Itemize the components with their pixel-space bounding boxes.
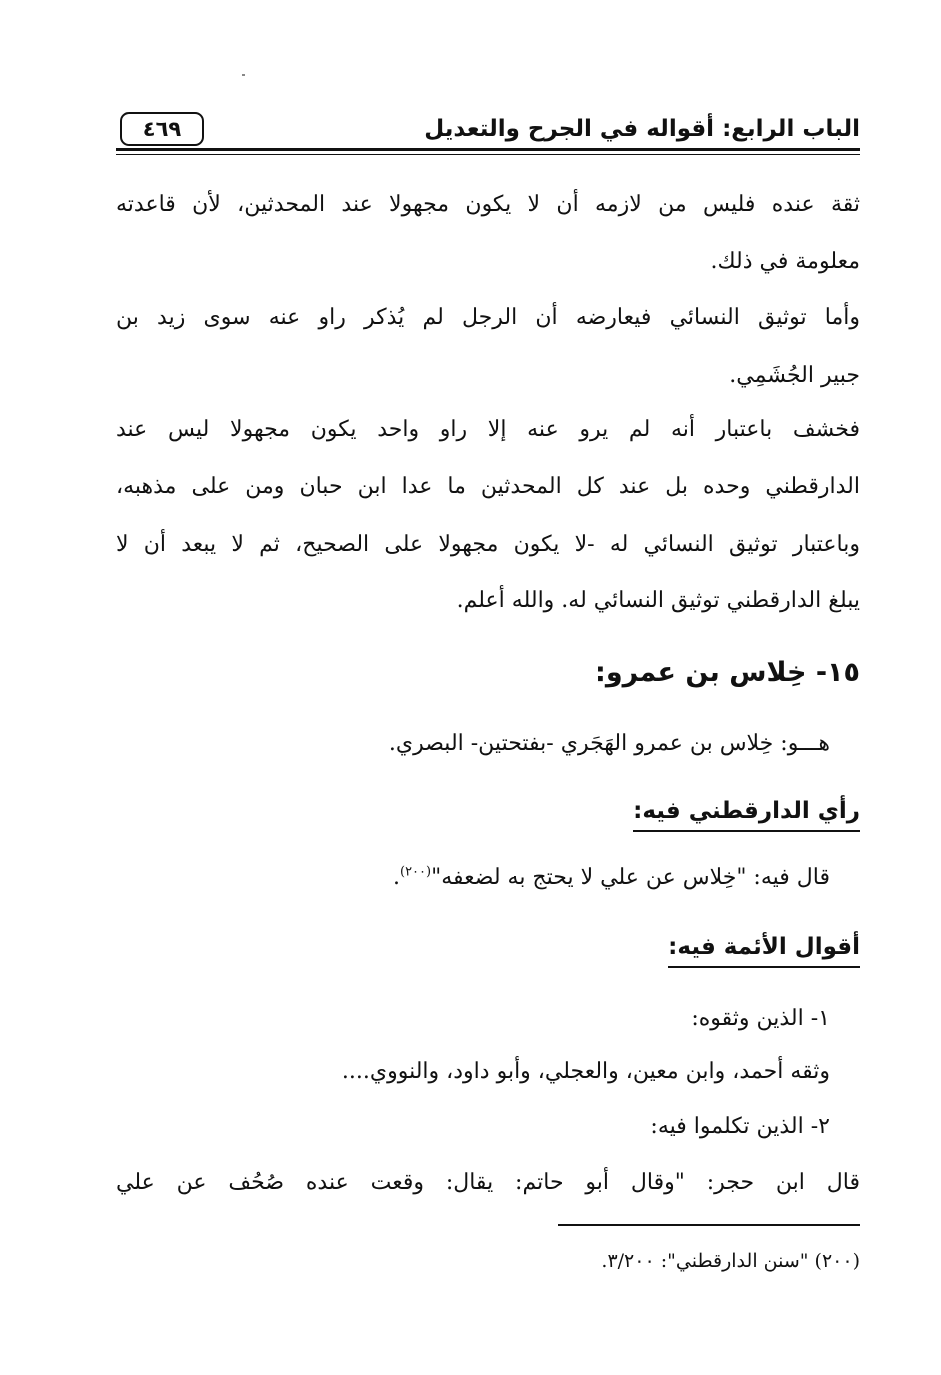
entry-intro: هـــو: خِلاس بن عمرو الهَجَري -بفتحتين- البصري. bbox=[388, 731, 830, 756]
point-2-text: قال ابن حجر: "وقال أبو حاتم: يقال: وقعت عنده صُحُف عن علي bbox=[116, 1170, 860, 1195]
opinion-end: . bbox=[392, 865, 400, 890]
point-1: ١- الذين وثقوه: bbox=[691, 1006, 830, 1031]
header-rule-thick bbox=[116, 148, 860, 151]
opinion-heading: رأي الدارقطني فيه: bbox=[633, 794, 860, 832]
header-rule-thin bbox=[116, 154, 860, 155]
scan-speck bbox=[242, 74, 245, 76]
footnote: (٢٠٠) "سنن الدارقطني": ٣/٢٠٠. bbox=[601, 1250, 860, 1272]
opinion-text bbox=[116, 861, 830, 895]
body-line-3: وأما توثيق النسائي فيعارضه أن الرجل لم يُذكر راو عنه سوى زيد بن bbox=[116, 305, 860, 330]
body-line-7: وباعتبار توثيق النسائي له -لا يكون مجهولا على الصحيح، ثم لا يبعد أن لا bbox=[116, 532, 860, 557]
body-line-2: معلومة في ذلك. bbox=[710, 249, 860, 274]
entry-heading: ١٥- خِلاس بن عمرو: bbox=[595, 657, 860, 688]
imams-heading: أقوال الأئمة فيه: bbox=[668, 930, 860, 968]
body-line-6: الدارقطني وحده بل عند كل المحدثين ما عدا ابن حبان ومن على مذهبه، bbox=[116, 474, 860, 499]
body-line-8: يبلغ الدارقطني توثيق النسائي له. والله أعلم. bbox=[456, 588, 860, 613]
body-line-4: جبير الجُشَمِي. bbox=[729, 363, 860, 388]
opinion-quote: قال فيه: "خِلاس عن علي لا يحتج به لضعفه" bbox=[431, 865, 830, 890]
page-number: ٤٦٩ bbox=[120, 112, 204, 146]
running-title: الباب الرابع: أقواله في الجرح والتعديل bbox=[424, 116, 860, 142]
body-line-1: ثقة عنده فليس من لازمه أن لا يكون مجهولا عند المحدثين، لأن قاعدته bbox=[116, 192, 860, 217]
point-2: ٢- الذين تكلموا فيه: bbox=[650, 1114, 830, 1139]
point-1-text: وثقه أحمد، وابن معين، والعجلي، وأبو داود، والنووي.... bbox=[341, 1059, 830, 1084]
footnote-rule bbox=[558, 1224, 860, 1226]
footnote-ref: (٢٠٠) bbox=[399, 864, 432, 880]
body-line-5: فخشف باعتبار أنه لم يرو عنه إلا راو واحد يكون مجهولا ليس عند bbox=[116, 417, 860, 442]
